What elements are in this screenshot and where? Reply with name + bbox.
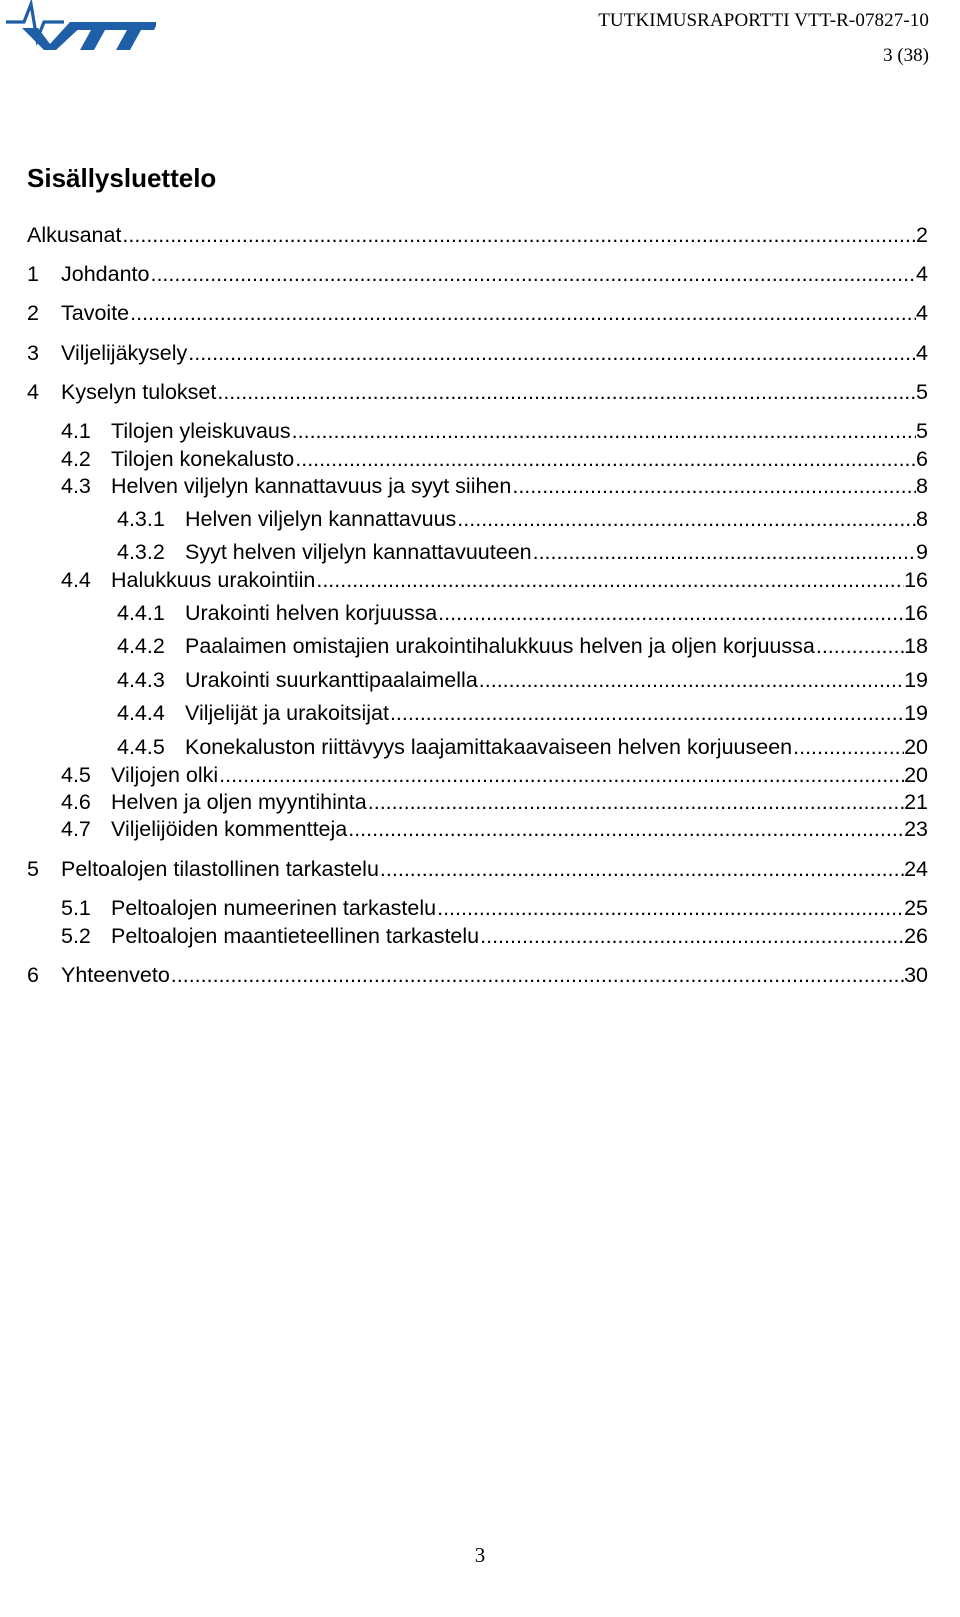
toc-leader-dots [389, 700, 904, 726]
toc-entry-number: 4.3 [61, 474, 91, 498]
toc-leader-dots [511, 473, 916, 499]
toc-entry-4-1[interactable] [61, 418, 928, 444]
toc-leader-dots [379, 856, 904, 882]
toc-entry-title: Syyt helven viljelyn kannattavuuteen [185, 540, 532, 564]
toc-leader-dots [479, 923, 904, 949]
toc-entry-number: 4.1 [61, 419, 91, 443]
toc-leader-dots [121, 222, 916, 248]
toc-entry-number: 3 [27, 341, 39, 365]
toc-entry-number: 5.1 [61, 896, 91, 920]
toc-entry-number: 6 [27, 963, 39, 987]
toc-entry-4-4-5[interactable] [117, 734, 928, 760]
toc-entry-title: Alkusanat [27, 223, 122, 247]
toc-entry-title: Viljelijöiden kommentteja [111, 817, 348, 841]
toc-entry-number: 2 [27, 301, 39, 325]
toc-entry-title: Peltoalojen tilastollinen tarkastelu [61, 857, 379, 881]
toc-entry-title: Paalaimen omistajien urakointihalukkuus helven ja oljen korjuussa [185, 634, 815, 658]
toc-leader-dots [532, 539, 916, 565]
toc-entry-number: 4.4.4 [117, 701, 165, 725]
toc-entry-4-3[interactable] [61, 473, 928, 499]
toc-leader-dots [216, 379, 916, 405]
toc-leader-dots [367, 789, 904, 815]
page-count: 3 (38) [883, 45, 929, 66]
toc-entry-5-2[interactable] [61, 923, 928, 949]
toc-entry-title: Viljelijäkysely [61, 341, 188, 365]
toc-entry-number: 1 [27, 262, 39, 286]
toc-entry-page: 16 [904, 568, 928, 592]
toc-entry-page: 19 [904, 701, 928, 725]
toc-leader-dots [815, 633, 904, 659]
toc-entry-page: 8 [916, 474, 928, 498]
toc-entry-5-1[interactable] [61, 895, 928, 921]
toc-entry-page: 9 [916, 540, 928, 564]
toc-entry-4-4-1[interactable] [117, 600, 928, 626]
toc-entry-page: 25 [904, 896, 928, 920]
toc-entry-number: 4.6 [61, 790, 91, 814]
toc-entry-page: 20 [904, 735, 928, 759]
toc-entry-4-6[interactable] [61, 789, 928, 815]
toc-leader-dots [170, 962, 904, 988]
toc-entry-title: Peltoalojen numeerinen tarkastelu [111, 896, 437, 920]
toc-entry-number: 4.3.1 [117, 507, 165, 531]
toc-entry-number: 4.5 [61, 763, 91, 787]
toc-entry-page: 30 [904, 963, 928, 987]
toc-entry-page: 21 [904, 790, 928, 814]
toc-entry-4-7[interactable] [61, 816, 928, 842]
toc-entry-title: Tilojen yleiskuvaus [111, 419, 291, 443]
toc-leader-dots [792, 734, 904, 760]
toc-entry-title: Helven viljelyn kannattavuus [185, 507, 457, 531]
toc-entry-page: 19 [904, 668, 928, 692]
toc-entry-page: 8 [916, 507, 928, 531]
toc-leader-dots [187, 340, 916, 366]
toc-leader-dots [294, 446, 916, 472]
toc-entry-page: 24 [904, 857, 928, 881]
toc-entry-number: 4.4.2 [117, 634, 165, 658]
toc-entry-page: 26 [904, 924, 928, 948]
toc-leader-dots [456, 506, 916, 532]
report-id: TUTKIMUSRAPORTTI VTT-R-07827-10 [598, 10, 929, 31]
toc-entry-title: Halukkuus urakointiin [111, 568, 316, 592]
toc-entry-alkusanat[interactable] [27, 222, 928, 248]
toc-entry-2[interactable] [27, 300, 928, 326]
toc-entry-number: 4.4.3 [117, 668, 165, 692]
toc-entry-title: Helven viljelyn kannattavuus ja syyt siihen [111, 474, 512, 498]
toc-entry-title: Urakointi helven korjuussa [185, 601, 438, 625]
toc-leader-dots [149, 261, 916, 287]
vtt-logo [4, 0, 156, 58]
toc-entry-number: 4.7 [61, 817, 91, 841]
toc-entry-title: Viljojen olki [111, 763, 219, 787]
toc-entry-number: 4.4 [61, 568, 91, 592]
toc-leader-dots [478, 667, 904, 693]
toc-leader-dots [437, 600, 904, 626]
toc-entry-4[interactable] [27, 379, 928, 405]
toc-entry-title: Kyselyn tulokset [61, 380, 217, 404]
toc-entry-page: 5 [916, 380, 928, 404]
toc-entry-page: 23 [904, 817, 928, 841]
toc-entry-number: 5 [27, 857, 39, 881]
toc-entry-page: 5 [916, 419, 928, 443]
toc-leader-dots [129, 300, 916, 326]
toc-entry-page: 2 [916, 223, 928, 247]
toc-entry-page: 18 [904, 634, 928, 658]
toc-entry-number: 5.2 [61, 924, 91, 948]
toc-entry-number: 4.2 [61, 447, 91, 471]
toc-leader-dots [347, 816, 904, 842]
toc-entry-4-3-1[interactable] [117, 506, 928, 532]
toc-leader-dots [436, 895, 904, 921]
toc-entry-page: 20 [904, 763, 928, 787]
toc-entry-6[interactable] [27, 962, 928, 988]
toc-entry-3[interactable] [27, 340, 928, 366]
toc-entry-title: Yhteenveto [61, 963, 170, 987]
toc-entry-4-2[interactable] [61, 446, 928, 472]
footer-page-number: 3 [474, 1543, 486, 1567]
toc-entry-number: 4.3.2 [117, 540, 165, 564]
toc-entry-title: Tilojen konekalusto [111, 447, 295, 471]
toc-entry-4-4-2[interactable] [117, 633, 928, 659]
toc-entry-title: Urakointi suurkanttipaalaimella [185, 668, 478, 692]
toc-entry-title: Konekaluston riittävyys laajamittakaavaiseen helven korjuuseen [185, 735, 793, 759]
toc-leader-dots [315, 567, 904, 593]
toc-entry-title: Viljelijät ja urakoitsijat [185, 701, 389, 725]
toc-entry-page: 4 [916, 262, 928, 286]
toc-entry-number: 4.4.1 [117, 601, 165, 625]
toc-entry-page: 4 [916, 301, 928, 325]
toc-entry-4-4-3[interactable] [117, 667, 928, 693]
toc-entry-page: 4 [916, 341, 928, 365]
toc-title: Sisällysluettelo [27, 163, 217, 193]
toc-entry-5[interactable] [27, 856, 928, 882]
toc-entry-4-4[interactable] [61, 567, 928, 593]
toc-leader-dots [291, 418, 916, 444]
toc-entry-title: Tavoite [61, 301, 130, 325]
toc-entry-4-5[interactable] [61, 762, 928, 788]
toc-entry-4-3-2[interactable] [117, 539, 928, 565]
toc-entry-page: 6 [916, 447, 928, 471]
toc-leader-dots [218, 762, 904, 788]
toc-entry-number: 4.4.5 [117, 735, 165, 759]
toc-entry-page: 16 [904, 601, 928, 625]
toc-entry-title: Johdanto [61, 262, 150, 286]
toc-entry-title: Helven ja oljen myyntihinta [111, 790, 367, 814]
toc-entry-1[interactable] [27, 261, 928, 287]
toc-entry-4-4-4[interactable] [117, 700, 928, 726]
toc-entry-title: Peltoalojen maantieteellinen tarkastelu [111, 924, 480, 948]
toc-entry-number: 4 [27, 380, 39, 404]
